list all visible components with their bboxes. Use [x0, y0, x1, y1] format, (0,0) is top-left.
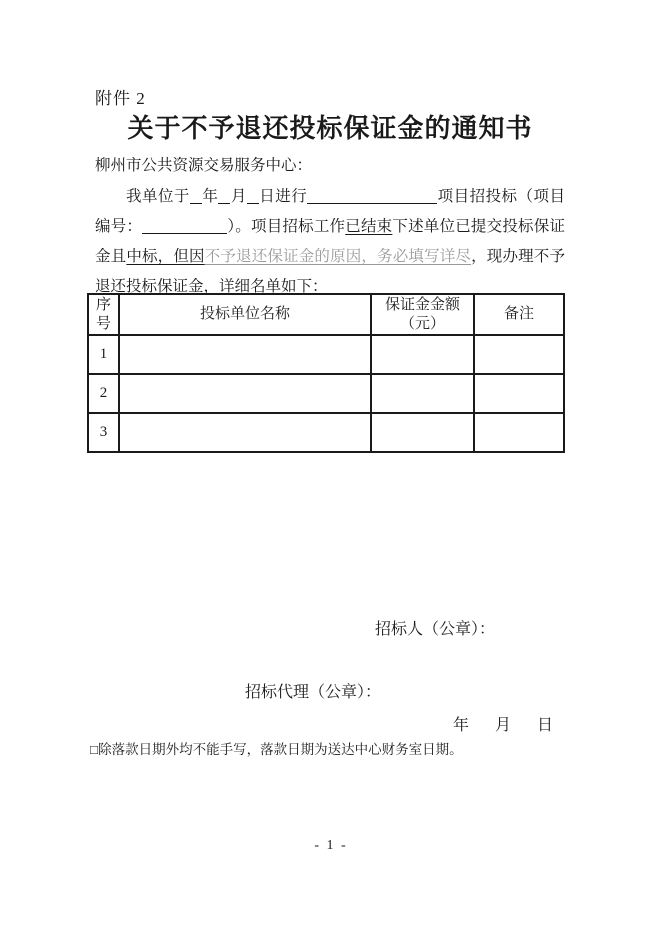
table-row — [88, 413, 564, 452]
row-2-remark-cell[interactable] — [474, 374, 564, 413]
day-blank-underline[interactable] — [247, 189, 259, 205]
recipient-line: 柳州市公共资源交易服务中心： — [95, 157, 313, 174]
header-remark: 备注 — [474, 294, 564, 335]
row-2-amount-cell[interactable] — [371, 374, 474, 413]
para-seg-ended: 已结束 — [345, 218, 393, 235]
para-seg-month: 月 — [230, 188, 247, 205]
header-amount-line2: （元） — [399, 315, 445, 332]
tenderer-signature-label: 招标人（公章）： — [375, 621, 496, 638]
attachment-label: 附件 2 — [95, 89, 146, 108]
para-seg-year: 年 — [201, 188, 219, 205]
row-3-company-cell[interactable] — [119, 413, 371, 452]
footnote: □除落款日期外均不能手写，落款日期为送达中心财务室日期。 — [90, 742, 463, 757]
row-2-index: 2 — [88, 374, 119, 413]
date-line: 年 月 日 — [453, 717, 554, 734]
deposit-table — [87, 293, 565, 453]
header-index: 序号 — [88, 294, 119, 335]
agent-signature-label: 招标代理（公章）： — [245, 684, 382, 701]
para-seg-close-paren: ）。项目招标工作 — [227, 218, 346, 235]
row-3-amount-cell[interactable] — [371, 413, 474, 452]
row-1-remark-cell[interactable] — [474, 335, 564, 374]
para-seg-tail: ，现办理不予退还投标保证金，详细名单如下： — [95, 248, 565, 295]
page-number: - 1 - — [314, 838, 348, 853]
month-blank-underline[interactable] — [218, 189, 230, 205]
para-seg-won: 中标，但因 — [126, 248, 205, 265]
page-title: 关于不予退还投标保证金的通知书 — [127, 114, 533, 143]
row-3-index: 3 — [88, 413, 119, 452]
table-header-row — [88, 294, 564, 335]
para-reason-hint: 不予退还保证金的原因，务必填写详尽 — [204, 248, 472, 265]
para-seg-intro: 我单位于 — [126, 188, 190, 205]
row-2-company-cell[interactable] — [119, 374, 371, 413]
project-number-blank-underline[interactable] — [142, 219, 227, 235]
row-1-index: 1 — [88, 335, 119, 374]
project-name-blank-underline[interactable] — [307, 189, 437, 205]
header-amount-line1: 保证金金额 — [384, 296, 460, 313]
row-1-company-cell[interactable] — [119, 335, 371, 374]
body-paragraph — [95, 182, 565, 302]
table-row — [88, 335, 564, 374]
row-3-remark-cell[interactable] — [474, 413, 564, 452]
para-seg-project: 项目招投标（项目编号： — [95, 188, 565, 235]
year-blank-underline[interactable] — [190, 189, 202, 205]
header-amount — [371, 294, 474, 335]
table-row — [88, 374, 564, 413]
para-seg-submitted: 下述单位已提交投标保证金且 — [95, 218, 565, 265]
para-seg-day: 日进行 — [258, 188, 308, 205]
row-1-amount-cell[interactable] — [371, 335, 474, 374]
header-company: 投标单位名称 — [119, 294, 371, 335]
